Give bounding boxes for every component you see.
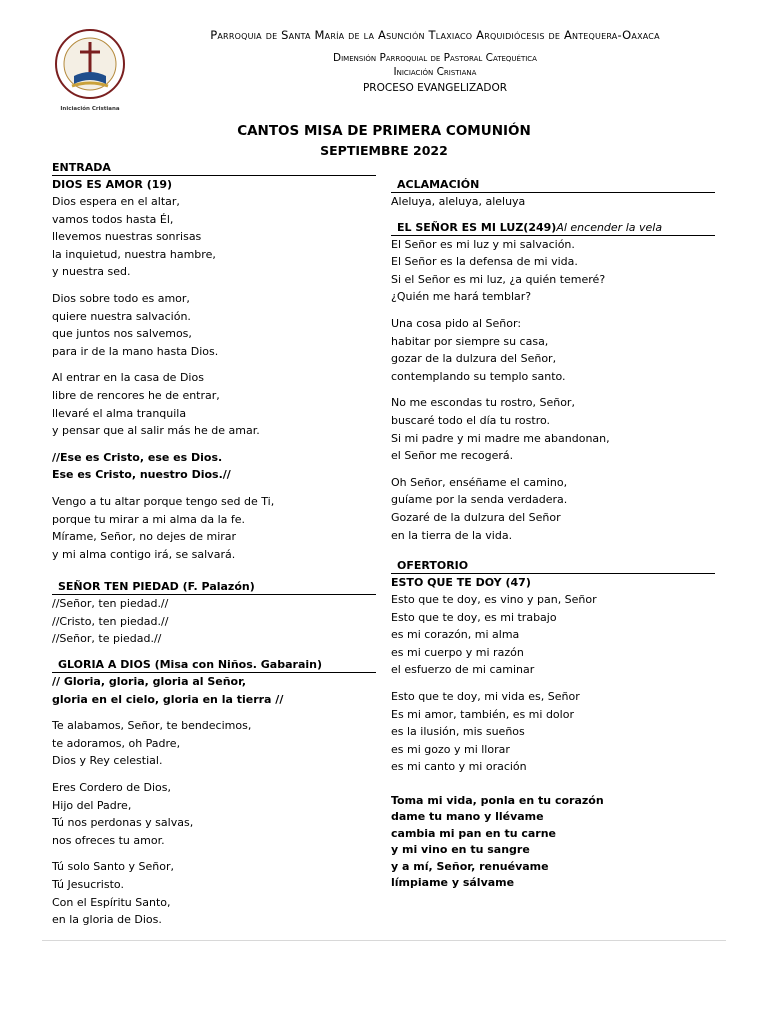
lyric-line: Dios y Rey celestial. — [52, 754, 163, 768]
chorus-line: cambia mi pan en tu carne — [391, 826, 557, 840]
chorus-line: dame tu mano y llévame — [391, 810, 544, 824]
lyric-line: en la gloria de Dios. — [52, 913, 162, 927]
stanza — [52, 858, 376, 928]
lyric-line: y pensar que al salir más he de amar. — [52, 424, 260, 438]
lyric-line: vamos todos hasta Él, — [52, 212, 174, 226]
section-heading: ENTRADA — [52, 160, 376, 176]
chorus-line: Toma mi vida, ponla en tu corazón — [391, 794, 604, 808]
section-heading: GLORIA A DIOS (Misa con Niños. Gabarain) — [52, 657, 376, 673]
lyric-line: Dios sobre todo es amor, — [52, 291, 190, 305]
chorus-line: y mi vino en tu sangre — [391, 843, 530, 857]
lyric-line: Hijo del Padre, — [52, 798, 132, 812]
document-title: CANTOS MISA DE PRIMERA COMUNIÓN — [237, 123, 531, 139]
ofertorio-section — [391, 558, 715, 891]
stanza — [391, 474, 715, 544]
lyric-line: //Cristo, ten piedad.// — [52, 614, 169, 628]
lyric-line: en la tierra de la vida. — [391, 528, 513, 542]
lyric-line: Al entrar en la casa de Dios — [52, 371, 204, 385]
stanza — [391, 236, 715, 306]
gloria-section — [52, 657, 376, 929]
lyric-line: quiere nuestra salvación. — [52, 309, 191, 323]
lyric-line: El Señor es la defensa de mi vida. — [391, 255, 578, 269]
stanza — [391, 315, 715, 385]
stanza — [391, 394, 715, 464]
entrada-section — [52, 160, 376, 563]
parish-header: Parroquia de Santa María de la Asunción Tlaxiaco Arquidiócesis de Antequera-Oaxaca — [210, 28, 660, 42]
stanza — [52, 369, 376, 439]
document-subtitle: SEPTIEMBRE 2022 — [320, 143, 448, 158]
lyric-line: Mírame, Señor, no dejes de mirar — [52, 530, 237, 544]
chorus-line: y a mí, Señor, renuévame — [391, 859, 549, 873]
stanza — [52, 779, 376, 849]
lyric-line: contemplando su templo santo. — [391, 369, 566, 383]
lyric-line: Tú Jesucristo. — [52, 878, 124, 891]
lyric-line: Si mi padre y mi madre me abandonan, — [391, 431, 610, 445]
parish-logo — [52, 24, 128, 116]
lyric-line: llevemos nuestras sonrisas — [52, 230, 202, 244]
lyric-line: te adoramos, oh Padre, — [52, 736, 181, 750]
lyric-line: buscaré todo el día tu rostro. — [391, 413, 551, 427]
lyric-line: Si el Señor es mi luz, ¿a quién temeré? — [391, 272, 606, 286]
lyric-line: ¿Quién me hará temblar? — [391, 290, 532, 304]
song-note: Al encender la vela — [556, 220, 663, 234]
section-heading: ACLAMACIÓN — [391, 177, 715, 193]
lyric-line: y nuestra sed. — [52, 265, 131, 279]
lyric-line: es mi canto y mi oración — [391, 760, 527, 774]
lyric-line: es mi corazón, mi alma — [391, 628, 520, 642]
stanza — [52, 717, 376, 770]
chorus-line: límpiame y sálvame — [391, 876, 515, 890]
chorus — [52, 673, 376, 708]
lyric-line: Con el Espíritu Santo, — [52, 895, 171, 909]
stanza — [391, 591, 715, 679]
page-divider — [42, 940, 726, 941]
chorus — [52, 449, 376, 484]
lyric-line: No me escondas tu rostro, Señor, — [391, 396, 575, 410]
left-column — [52, 160, 376, 938]
chorus-line: gloria en el cielo, gloria en la tierra // — [52, 692, 284, 706]
lyric-line: y mi alma contigo irá, se salvará. — [52, 547, 236, 561]
section-heading — [391, 220, 715, 236]
section-heading: SEÑOR TEN PIEDAD (F. Palazón) — [52, 579, 376, 595]
lyric-line: Tú solo Santo y Señor, — [52, 860, 174, 874]
stanza — [391, 688, 715, 776]
lyric-line: Vengo a tu altar porque tengo sed de Ti, — [52, 494, 275, 508]
lyric-line: gozar de la dulzura del Señor, — [391, 352, 557, 366]
chorus-line: //Ese es Cristo, ese es Dios. — [52, 450, 223, 464]
process-header: PROCESO EVANGELIZADOR — [362, 82, 508, 94]
lyric-line: el Señor me recogerá. — [391, 449, 514, 463]
lyric-line: Esto que te doy, mi vida es, Señor — [391, 690, 580, 704]
lyric-line: habitar por siempre su casa, — [391, 334, 549, 348]
lyric-line: nos ofreces tu amor. — [52, 833, 165, 847]
lyric-line: Es mi amor, también, es mi dolor — [391, 707, 574, 721]
lyric-line: //Señor, te piedad.// — [52, 632, 162, 646]
lyric-line: guíame por la senda verdadera. — [391, 493, 568, 507]
lyric-line: es mi cuerpo y mi razón — [391, 645, 524, 659]
stanza — [52, 595, 376, 648]
lyric-line: que juntos nos salvemos, — [52, 327, 192, 341]
lyric-line: porque tu mirar a mi alma da la fe. — [52, 512, 245, 526]
lyric-line: el esfuerzo de mi caminar — [391, 663, 535, 677]
chorus-line: // Gloria, gloria, gloria al Señor, — [52, 675, 247, 689]
lyric-line: Una cosa pido al Señor: — [391, 316, 522, 330]
stanza — [52, 193, 376, 281]
lyric-line: Dios espera en el altar, — [52, 195, 180, 208]
lyric-line: Te alabamos, Señor, te bendecimos, — [52, 719, 252, 733]
dimension-header: Dimensión Parroquial de Pastoral Catequética — [333, 52, 537, 64]
lyric-line: El Señor es mi luz y mi salvación. — [391, 237, 575, 251]
stanza — [52, 493, 376, 563]
lyric-line: //Señor, ten piedad.// — [52, 597, 169, 611]
luz-section — [391, 220, 715, 545]
aclamacion-section — [391, 177, 715, 211]
piedad-section — [52, 579, 376, 648]
section-heading: OFERTORIO — [391, 558, 715, 574]
svg-text:Iniciación Cristiana: Iniciación Cristiana — [60, 106, 120, 112]
stanza — [391, 193, 715, 211]
lyric-line: libre de rencores he de entrar, — [52, 388, 220, 402]
song-title: DIOS ES AMOR (19) — [52, 178, 173, 191]
song-title: ESTO QUE TE DOY (47) — [391, 576, 531, 590]
lyric-line: es mi gozo y mi llorar — [391, 742, 510, 756]
lyric-line: Esto que te doy, es mi trabajo — [391, 610, 557, 624]
chorus-line: Ese es Cristo, nuestro Dios.// — [52, 468, 231, 482]
lyric-line: Gozaré de la dulzura del Señor — [391, 510, 561, 524]
lyric-line: llevaré el alma tranquila — [52, 406, 187, 420]
lyric-line: es la ilusión, mis sueños — [391, 725, 525, 739]
lyric-line: para ir de la mano hasta Dios. — [52, 344, 219, 358]
song-heading: EL SEÑOR ES MI LUZ(249) — [397, 220, 557, 234]
lyric-line: la inquietud, nuestra hambre, — [52, 247, 216, 261]
stanza — [52, 290, 376, 360]
chorus — [391, 793, 715, 891]
initiation-header: Iniciación Cristiana — [393, 66, 477, 78]
lyric-line: Tú nos perdonas y salvas, — [52, 816, 194, 830]
lyric-line: Eres Cordero de Dios, — [52, 781, 171, 795]
right-column — [391, 177, 715, 900]
lyric-line: Aleluya, aleluya, aleluya — [391, 195, 526, 208]
lyric-line: Oh Señor, enséñame el camino, — [391, 475, 568, 489]
lyric-line: Esto que te doy, es vino y pan, Señor — [391, 593, 597, 607]
